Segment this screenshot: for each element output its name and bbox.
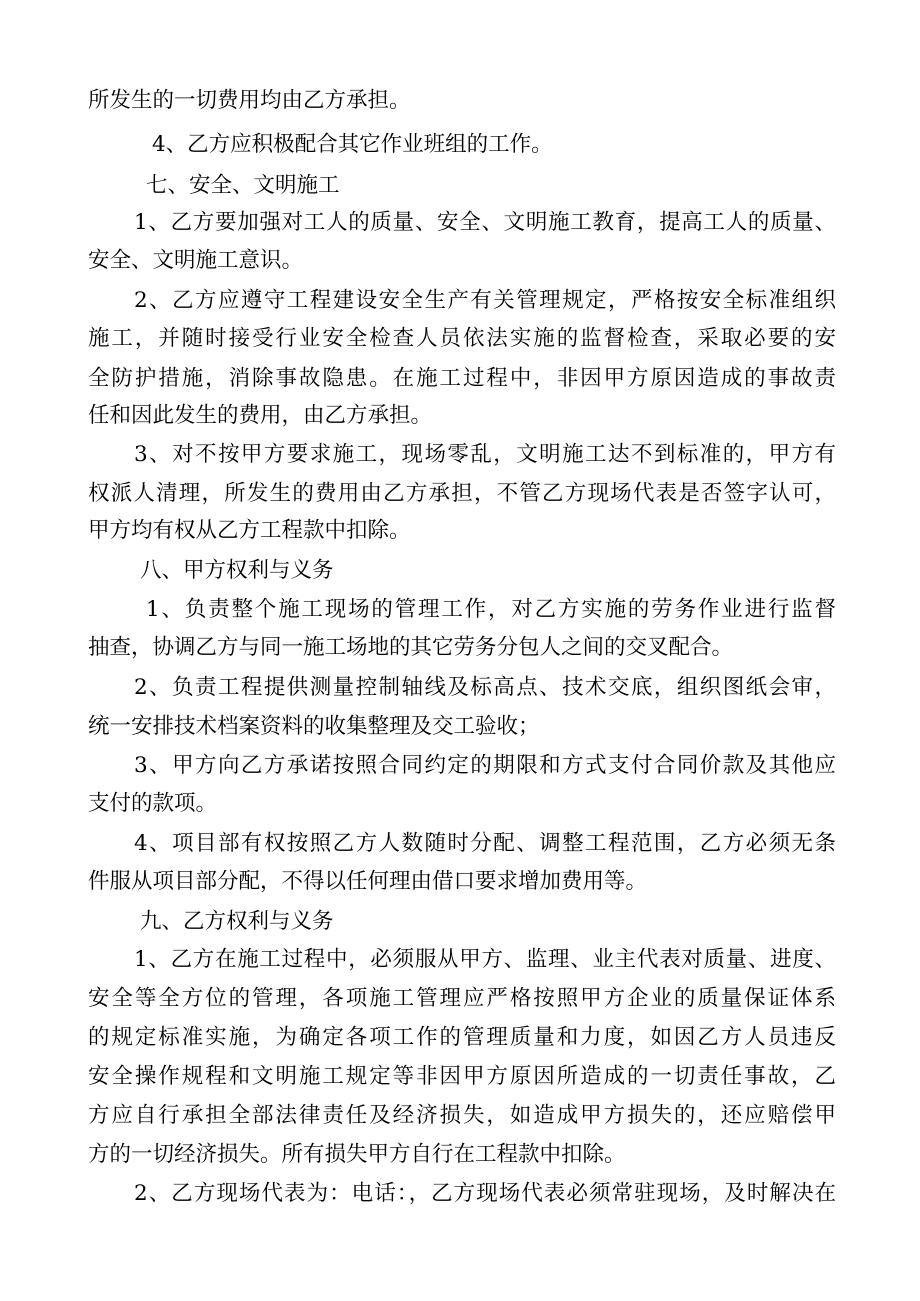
clause-item: 1、乙方要加强对工人的质量、安全、文明施工教育，提高工人的质量、: [134, 210, 836, 235]
clause-item: 4、项目部有权按照乙方人数随时分配、调整工程范围，乙方必须无条: [134, 831, 836, 856]
clause-item: 1、乙方在施工过程中，必须服从甲方、监理、业主代表对质量、进度、: [134, 947, 836, 972]
text-line: 方应自行承担全部法律责任及经济损失，如造成甲方损失的，还应赔偿甲: [88, 1103, 836, 1128]
text-line: 安全操作规程和文明施工规定等非因甲方原因所造成的一切责任事故，乙: [88, 1064, 836, 1089]
text-line: 安全等全方位的管理，各项施工管理应严格按照甲方企业的质量保证体系: [88, 986, 836, 1011]
clause-item: 3、甲方向乙方承诺按照合同约定的期限和方式支付合同价款及其他应: [134, 753, 836, 778]
clause-item: 2、乙方应遵守工程建设安全生产有关管理规定，严格按安全标准组织: [134, 288, 836, 313]
text-line: 的规定标准实施，为确定各项工作的管理质量和力度，如因乙方人员违反: [88, 1025, 836, 1050]
section-heading: 九、乙方权利与义务: [140, 909, 334, 934]
section-heading: 八、甲方权利与义务: [140, 558, 334, 583]
text-line: 甲方均有权从乙方工程款中扣除。: [88, 518, 411, 543]
text-line: 施工，并随时接受行业安全检查人员依法实施的监督检查，采取必要的安: [88, 326, 836, 351]
text-line: 统一安排技术档案资料的收集整理及交工验收；: [88, 714, 540, 739]
section-heading: 七、安全、文明施工: [146, 173, 340, 198]
text-line: 支付的款项。: [88, 791, 218, 816]
clause-item: 1、负责整个施工现场的管理工作，对乙方实施的劳务作业进行监督: [146, 597, 836, 622]
text-line: 所发生的一切费用均由乙方承担。: [88, 88, 411, 113]
clause-item: 2、乙方现场代表为：电话：，乙方现场代表必须常驻现场，及时解决在: [134, 1181, 836, 1206]
text-line: 抽查，协调乙方与同一施工场地的其它劳务分包人之间的交叉配合。: [88, 635, 734, 660]
text-line: 任和因此发生的费用，由乙方承担。: [88, 403, 433, 428]
clause-item: 4、乙方应积极配合其它作业班组的工作。: [152, 132, 553, 157]
text-line: 方的一切经济损失。所有损失甲方自行在工程款中扣除。: [88, 1142, 626, 1167]
text-line: 权派人清理，所发生的费用由乙方承担，不管乙方现场代表是否签字认可，: [88, 481, 836, 506]
clause-item: 3、对不按甲方要求施工，现场零乱，文明施工达不到标准的，甲方有: [134, 442, 836, 467]
clause-item: 2、负责工程提供测量控制轴线及标高点、技术交底，组织图纸会审，: [134, 675, 836, 700]
text-line: 安全、文明施工意识。: [88, 248, 304, 273]
text-line: 全防护措施，消除事故隐患。在施工过程中，非因甲方原因造成的事故责: [88, 366, 836, 391]
text-line: 件服从项目部分配，不得以任何理由借口要求增加费用等。: [88, 869, 648, 894]
